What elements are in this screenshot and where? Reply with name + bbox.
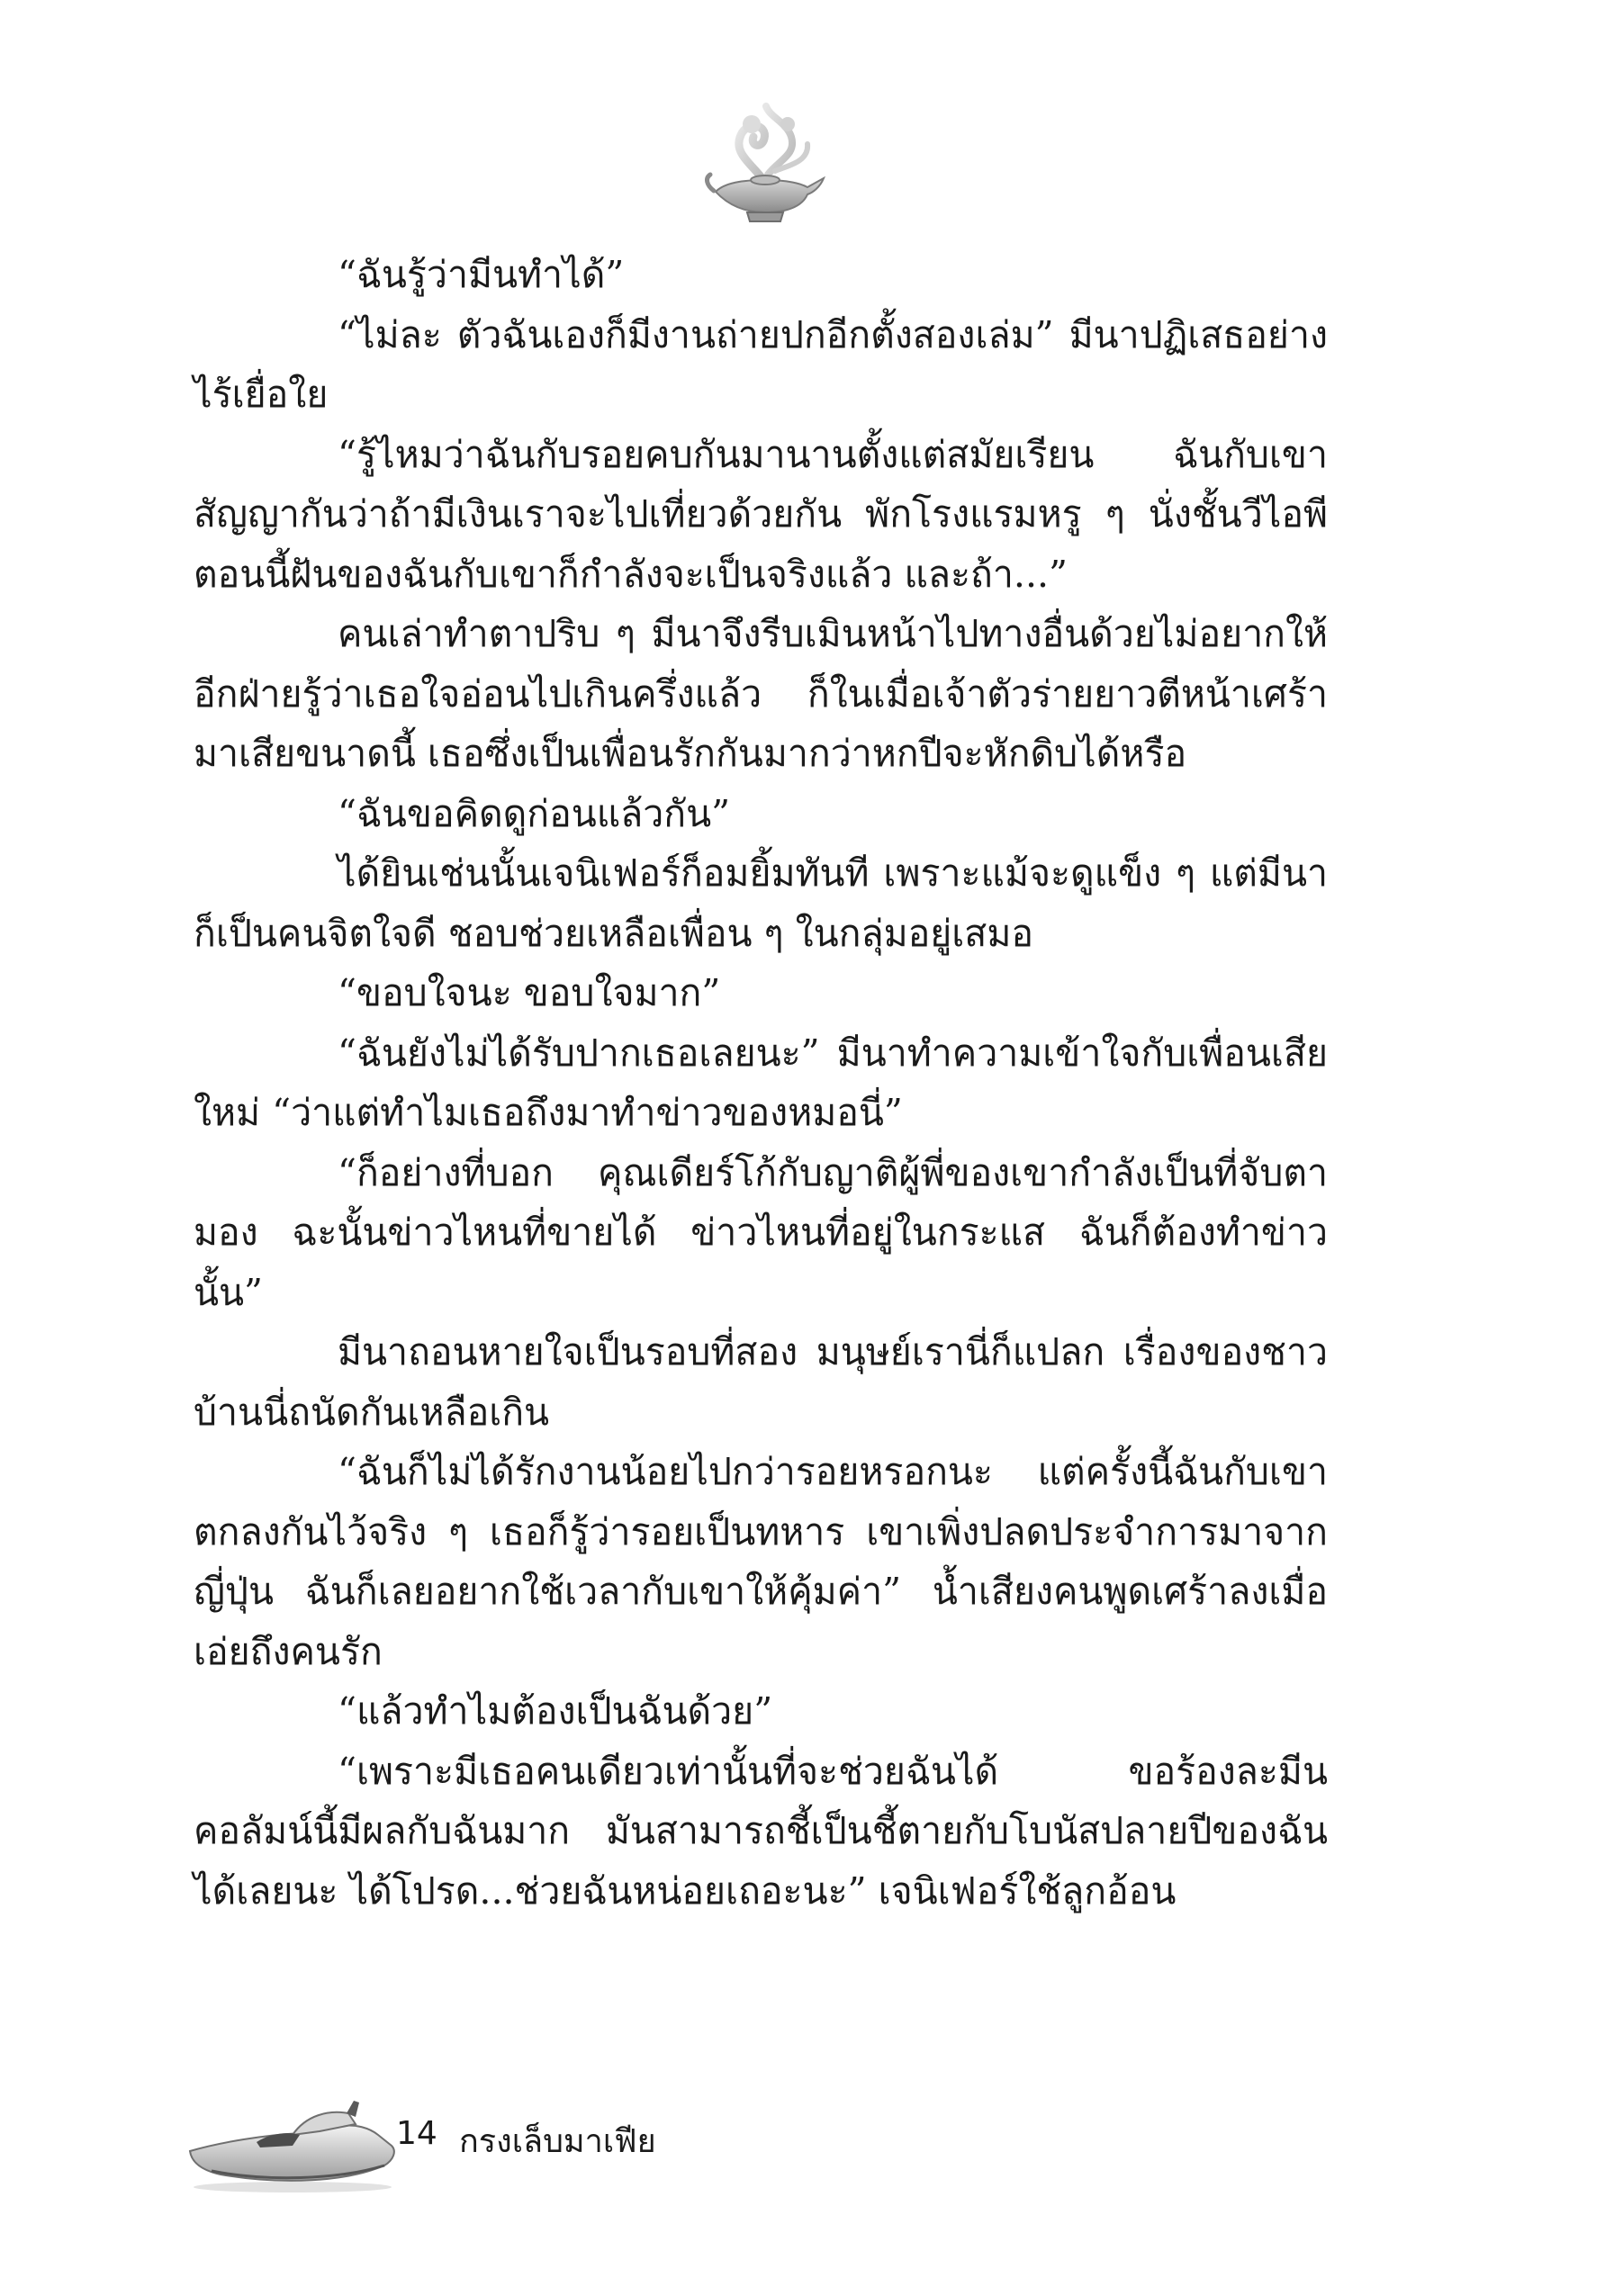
paragraph: “ไม่ละ ตัวฉันเองก็มีงานถ่ายปกอีกตั้งสองเล่ม” มีนาปฏิเสธอย่างไร้เยื่อใย xyxy=(194,312,1328,416)
page-number: 14 xyxy=(396,2115,437,2152)
paragraph: คนเล่าทำตาปริบ ๆ มีนาจึงรีบเมินหน้าไปทางอื่นด้วยไม่อยากให้อีกฝ่ายรู้ว่าเธอใจอ่อนไปเกินครึ่งแล้ว ก็ในเมื่อเจ้าตัวร่ายยาวตีหน้าเศร้ามาเสียขนาดนี้ เธอซึ่งเป็นเพื่อนรักกันมากว่าหกปีจะหักดิบได้หรือ xyxy=(194,612,1328,775)
paragraph: “ก็อย่างที่บอก คุณเดียร์โก้กับญาติผู้พี่ของเขากำลังเป็นที่จับตามอง ฉะนั้นข่าวไหนที่ขายได้ ข่าวไหนที่อยู่ในกระแส ฉันก็ต้องทำข่าวนั้น” xyxy=(194,1150,1328,1314)
genie-lamp-icon xyxy=(698,97,833,232)
jet-ski-icon xyxy=(185,2088,410,2196)
body-text xyxy=(194,245,1328,1921)
paragraph: “รู้ไหมว่าฉันกับรอยคบกันมานานตั้งแต่สมัยเรียน ฉันกับเขาสัญญากันว่าถ้ามีเงินเราจะไปเที่ยวด้วยกัน พักโรงแรมหรู ๆ นั่งชั้นวีไอพี ตอนนี้ฝันของฉันกับเขาก็กำลังจะเป็นจริงแล้ว และถ้า...” xyxy=(194,432,1328,596)
paragraph: “ขอบใจนะ ขอบใจมาก” xyxy=(338,971,721,1014)
paragraph: “ฉันยังไม่ได้รับปากเธอเลยนะ” มีนาทำความเข้าใจกับเพื่อนเสียใหม่ “ว่าแต่ทำไมเธอถึงมาทำข่าวของหมอนี่” xyxy=(194,1031,1328,1134)
paragraph: “เพราะมีเธอคนเดียวเท่านั้นที่จะช่วยฉันได้ ขอร้องละมีนคอลัมน์นี้มีผลกับฉันมาก มันสามารถชี้เป็นชี้ตายกับโบนัสปลายปีของฉันได้เลยนะ ได้โปรด...ช่วยฉันหน่อยเถอะนะ” เจนิเฟอร์ใช้ลูกอ้อน xyxy=(194,1749,1328,1913)
paragraph: มีนาถอนหายใจเป็นรอบที่สอง มนุษย์เรานี่ก็แปลก เรื่องของชาวบ้านนี่ถนัดกันเหลือเกิน xyxy=(194,1330,1328,1434)
page-footer xyxy=(185,2088,905,2205)
book-title: กรงเล็บมาเฟีย xyxy=(459,2123,656,2160)
paragraph: “ฉันรู้ว่ามีนทำได้” xyxy=(338,253,625,296)
paragraph: ได้ยินเช่นนั้นเจนิเฟอร์ก็อมยิ้มทันที เพราะแม้จะดูแข็ง ๆ แต่มีนาก็เป็นคนจิตใจดี ชอบช่วยเหลือเพื่อน ๆ ในกลุ่มอยู่เสมอ xyxy=(194,851,1328,955)
paragraph: “ฉันก็ไม่ได้รักงานน้อยไปกว่ารอยหรอกนะ แต่ครั้งนี้ฉันกับเขาตกลงกันไว้จริง ๆ เธอก็รู้ว่ารอยเป็นทหาร เขาเพิ่งปลดประจำการมาจากญี่ปุ่น ฉันก็เลยอยากใช้เวลากับเขาให้คุ้มค่า” น้ำเสียงคนพูดเศร้าลงเมื่อเอ่ยถึงคนรัก xyxy=(194,1450,1328,1673)
paragraph: “แล้วทำไมต้องเป็นฉันด้วย” xyxy=(338,1689,773,1733)
paragraph: “ฉันขอคิดดูก่อนแล้วกัน” xyxy=(338,791,731,835)
